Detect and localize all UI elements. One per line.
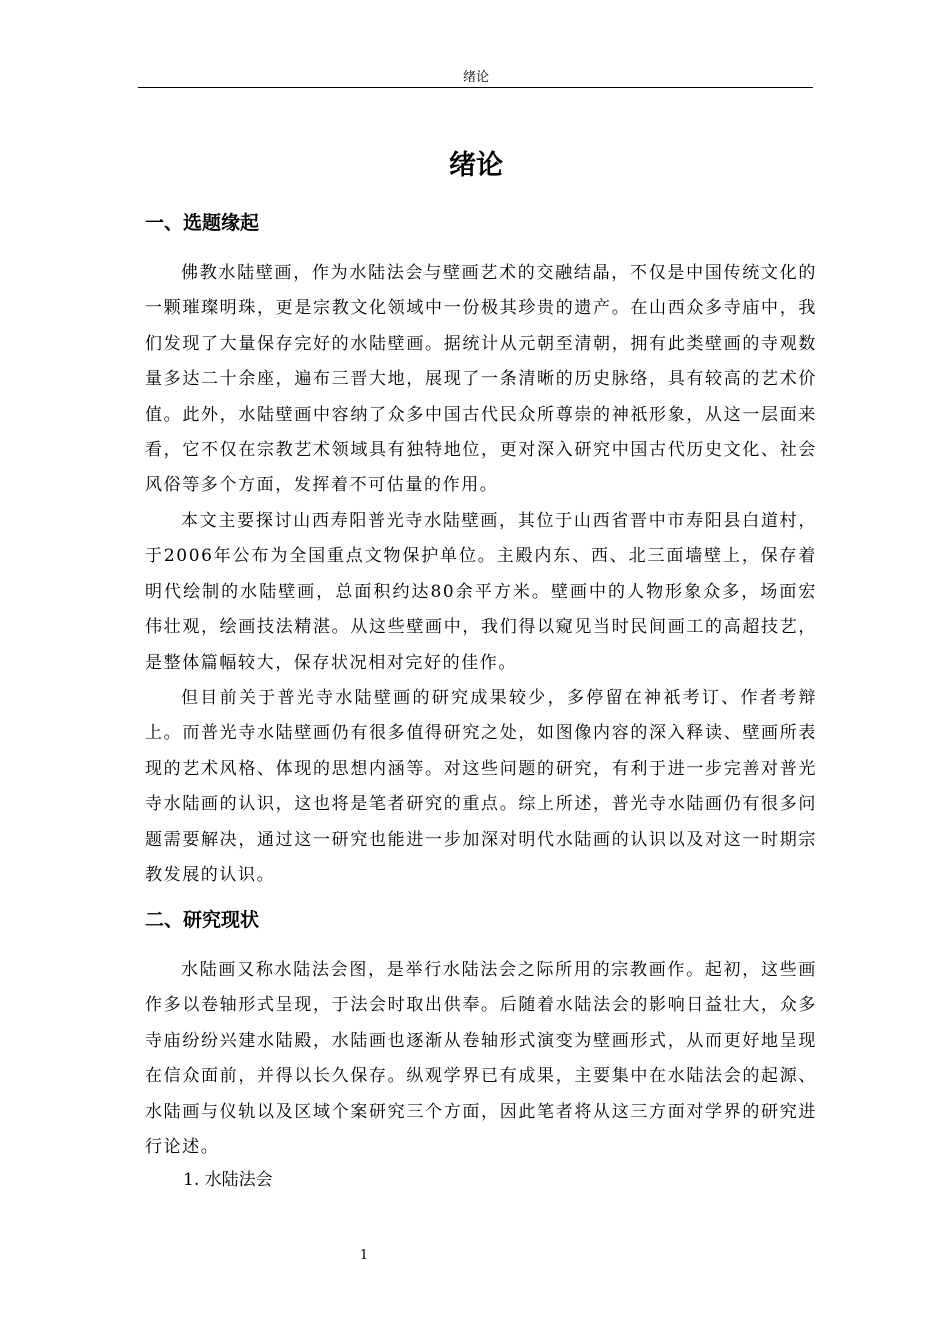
paragraph-2: 本文主要探讨山西寿阳普光寺水陆壁画，其位于山西省晋中市寿阳县白道村，于2006年公布为全国重点文物保护单位。主殿内东、西、北三面墙壁上，保存着明代绘制的水陆壁画，总面积约达80余平方米。壁画中的人物形象众多，场面宏伟壮观，绘画技法精湛。从这些壁画中，我们得以窥见当时民间画工的高超技艺，是整体篇幅较大，保存状况相对完好的佳作。 [145,511,817,673]
page-title: 绪论 [449,150,503,181]
section-heading-2: 二、研究现状 [145,909,260,931]
paragraph-1: 佛教水陆壁画，作为水陆法会与壁画艺术的交融结晶，不仅是中国传统文化的一颗璀璨明珠，更是宗教文化领域中一份极其珍贵的遗产。在山西众多寺庙中，我们发现了大量保存完好的水陆壁画。据统计从元朝至清朝，拥有此类壁画的寺观数量多达二十余座，遍布三晋大地，展现了一条清晰的历史脉络，具有较高的艺术价值。此外，水陆壁画中容纳了众多中国古代民众所尊崇的神祇形象，从这一层面来看，它不仅在宗教艺术领域具有独特地位，更对深入研究中国古代历史文化、社会风俗等多个方面，发挥着不可估量的作用。 [145,263,817,496]
page-number: 1 [359,1248,369,1263]
paragraph-4: 水陆画又称水陆法会图，是举行水陆法会之际所用的宗教画作。起初，这些画作多以卷轴形式呈现，于法会时取出供奉。后随着水陆法会的影响日益壮大，众多寺庙纷纷兴建水陆殿，水陆画也逐渐从卷轴形式演变为壁画形式，从而更好地呈现在信众面前，并得以长久保存。纵观学界已有成果，主要集中在水陆法会的起源、水陆画与仪轨以及区域个案研究三个方面，因此笔者将从这三方面对学界的研究进行论述。 [145,960,817,1158]
running-header: 绪论 [462,70,489,85]
header-rule [138,87,813,88]
paragraph-3: 但目前关于普光寺水陆壁画的研究成果较少，多停留在神祇考订、作者考辩上。而普光寺水陆壁画仍有很多值得研究之处，如图像内容的深入释读、壁画所表现的艺术风格、体现的思想内涵等。对这些问题的研究，有利于进一步完善对普光寺水陆画的认识，这也将是笔者研究的重点。综上所述，普光寺水陆画仍有很多问题需要解决，通过这一研究也能进一步加深对明代水陆画的认识以及对这一时期宗教发展的认识。 [145,688,817,886]
subsection-heading: 1. 水陆法会 [183,1170,273,1190]
section-heading-1: 一、选题缘起 [145,212,260,234]
